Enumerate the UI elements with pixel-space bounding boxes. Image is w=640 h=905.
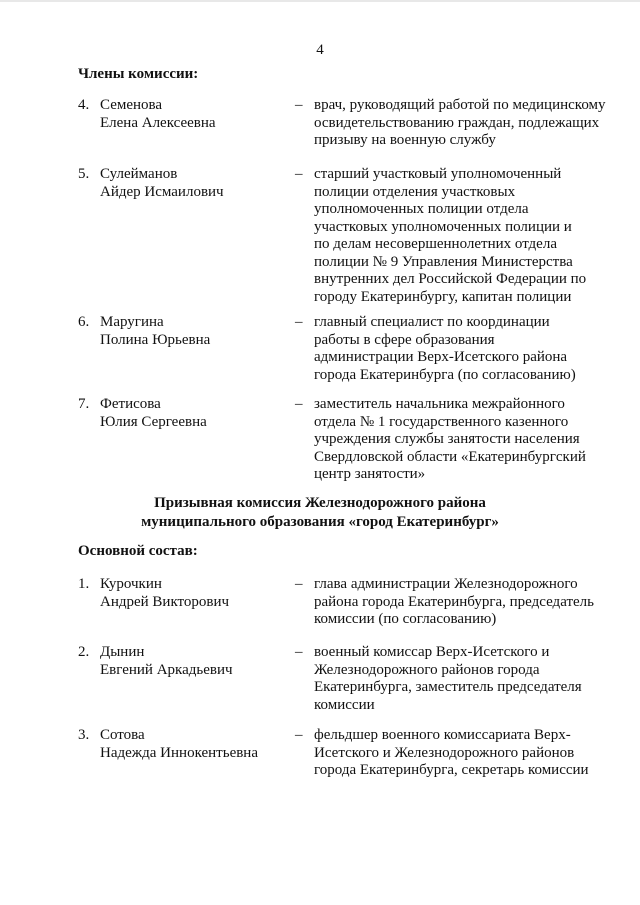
member-surname: Маругина	[100, 314, 164, 330]
description-line: старший участковый уполномоченный	[314, 166, 562, 182]
member-number: 5.	[78, 166, 90, 182]
description-line: уполномоченных полиции отдела	[314, 201, 529, 217]
description-line: города Екатеринбурга (по согласованию)	[314, 366, 576, 383]
member-name	[100, 314, 280, 349]
description-line: работы в сфере образования	[314, 331, 495, 348]
member-name	[100, 166, 280, 201]
member-description	[314, 166, 614, 306]
section-heading-main-composition: Основной состав:	[78, 543, 198, 559]
member-given-names: Айдер Исмаилович	[100, 183, 224, 200]
member-given-names: Полина Юрьевна	[100, 331, 211, 348]
member-surname: Сотова	[100, 727, 145, 743]
member-number: 1.	[78, 576, 90, 592]
description-line: заместитель начальника межрайонного	[314, 396, 565, 412]
dash: –	[295, 166, 303, 182]
description-line: города Екатеринбурга, секретарь комиссии	[314, 762, 589, 778]
member-name	[100, 644, 280, 679]
description-line: призыву на военную службу	[314, 132, 496, 148]
member-description	[314, 727, 614, 780]
member-given-names: Андрей Викторович	[100, 593, 230, 610]
member-name	[100, 396, 280, 431]
description-line: комиссии (по согласованию)	[314, 611, 497, 627]
member-description	[314, 396, 614, 484]
description-line: центр занятости»	[314, 466, 426, 482]
description-line: отдела № 1 государственного казенного	[314, 413, 569, 430]
dash: –	[295, 727, 303, 743]
commission-title-line: муниципального образования «город Екатеринбург»	[141, 514, 499, 530]
description-line: учреждения службы занятости населения	[314, 431, 580, 447]
commission-title	[0, 494, 640, 532]
description-line: фельдшер военного комиссариата Верх-	[314, 727, 571, 743]
member-name	[100, 97, 280, 132]
description-line: главный специалист по координации	[314, 314, 550, 330]
description-line: Исетского и Железнодорожного районов	[314, 744, 575, 761]
description-line: глава администрации Железнодорожного	[314, 576, 578, 592]
dash: –	[295, 644, 303, 660]
description-line: полиции отделения участковых	[314, 183, 516, 200]
member-surname: Семенова	[100, 97, 163, 113]
commission-title-line: Призывная комиссия Железнодорожного района	[154, 495, 486, 511]
description-line: внутренних дел Российской Федерации по	[314, 271, 587, 287]
page-number: 4	[316, 42, 324, 58]
member-surname: Дынин	[100, 644, 145, 660]
member-given-names: Юлия Сергеевна	[100, 413, 207, 430]
description-line: Екатеринбурга, заместитель председателя	[314, 679, 582, 695]
member-number: 4.	[78, 97, 90, 113]
description-line: Свердловской области «Екатеринбургский	[314, 448, 586, 465]
member-surname: Фетисова	[100, 396, 161, 412]
member-surname: Сулейманов	[100, 166, 178, 182]
member-surname: Курочкин	[100, 576, 162, 592]
member-name	[100, 727, 280, 762]
section-heading-members: Члены комиссии:	[78, 66, 199, 82]
dash: –	[295, 396, 303, 412]
member-description	[314, 576, 614, 629]
dash: –	[295, 576, 303, 592]
member-number: 6.	[78, 314, 90, 330]
description-line: врач, руководящий работой по медицинскому	[314, 97, 606, 113]
dash: –	[295, 314, 303, 330]
member-given-names: Елена Алексеевна	[100, 114, 216, 131]
description-line: района города Екатеринбурга, председатель	[314, 593, 594, 610]
description-line: освидетельствованию граждан, подлежащих	[314, 114, 600, 131]
description-line: городу Екатеринбургу, капитан полиции	[314, 288, 572, 305]
member-given-names: Надежда Иннокентьевна	[100, 744, 258, 761]
description-line: по делам несовершеннолетних отдела	[314, 236, 557, 252]
description-line: полиции № 9 Управления Министерства	[314, 253, 573, 270]
dash: –	[295, 97, 303, 113]
description-line: Железнодорожного районов города	[314, 661, 540, 678]
member-number: 3.	[78, 727, 90, 743]
member-description	[314, 314, 614, 384]
member-description	[314, 97, 614, 150]
description-line: комиссии	[314, 696, 375, 713]
scan-edge	[0, 0, 640, 2]
member-number: 2.	[78, 644, 90, 660]
member-given-names: Евгений Аркадьевич	[100, 661, 233, 678]
description-line: администрации Верх-Исетского района	[314, 349, 568, 365]
member-name	[100, 576, 280, 611]
member-description	[314, 644, 614, 714]
description-line: военный комиссар Верх-Исетского и	[314, 644, 550, 660]
member-number: 7.	[78, 396, 90, 412]
description-line: участковых уполномоченных полиции и	[314, 218, 572, 235]
